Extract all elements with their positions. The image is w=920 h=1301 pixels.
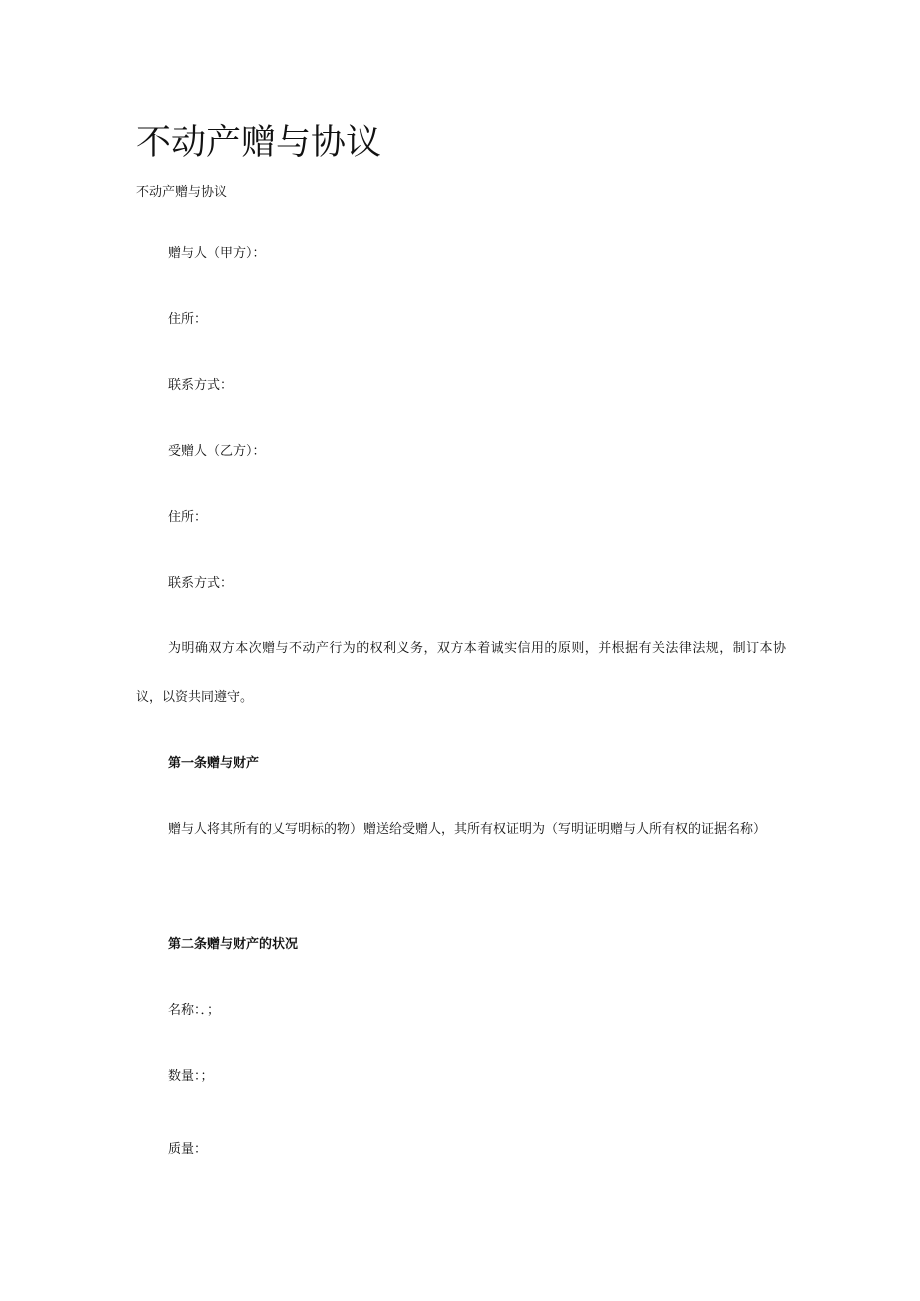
article1-heading: 第一条赠与财产 — [168, 756, 260, 771]
donor-label: 赠与人（甲方）： — [168, 246, 266, 261]
donor-contact-label: 联系方式： — [168, 378, 234, 393]
donee-label: 受赠人（乙方）： — [168, 444, 266, 459]
item-quantity-label: 数量：； — [168, 1069, 214, 1084]
donor-address-label: 住所： — [168, 312, 208, 327]
document-title: 不动产赠与协议 — [136, 123, 382, 163]
preamble-paragraph: 为明确双方本次赠与不动产行为的权利义务，双方本着诚实信用的原则，并根据有关法律法规，制订本协议，以资共同遵守。 — [136, 641, 786, 705]
donee-contact-label: 联系方式： — [168, 576, 234, 591]
document-subtitle: 不动产赠与协议 — [136, 185, 228, 200]
article1-paragraph: 赠与人将其所有的乂写明标的物）赠送给受赠人，其所有权证明为（写明证明赠与人所有权的证据名称） — [168, 822, 767, 837]
article2-heading: 第二条赠与财产的状况 — [168, 937, 299, 952]
item-quality-label: 质量： — [168, 1142, 208, 1157]
donee-address-label: 住所： — [168, 510, 208, 525]
item-name-label: 名称：．； — [168, 1003, 221, 1018]
